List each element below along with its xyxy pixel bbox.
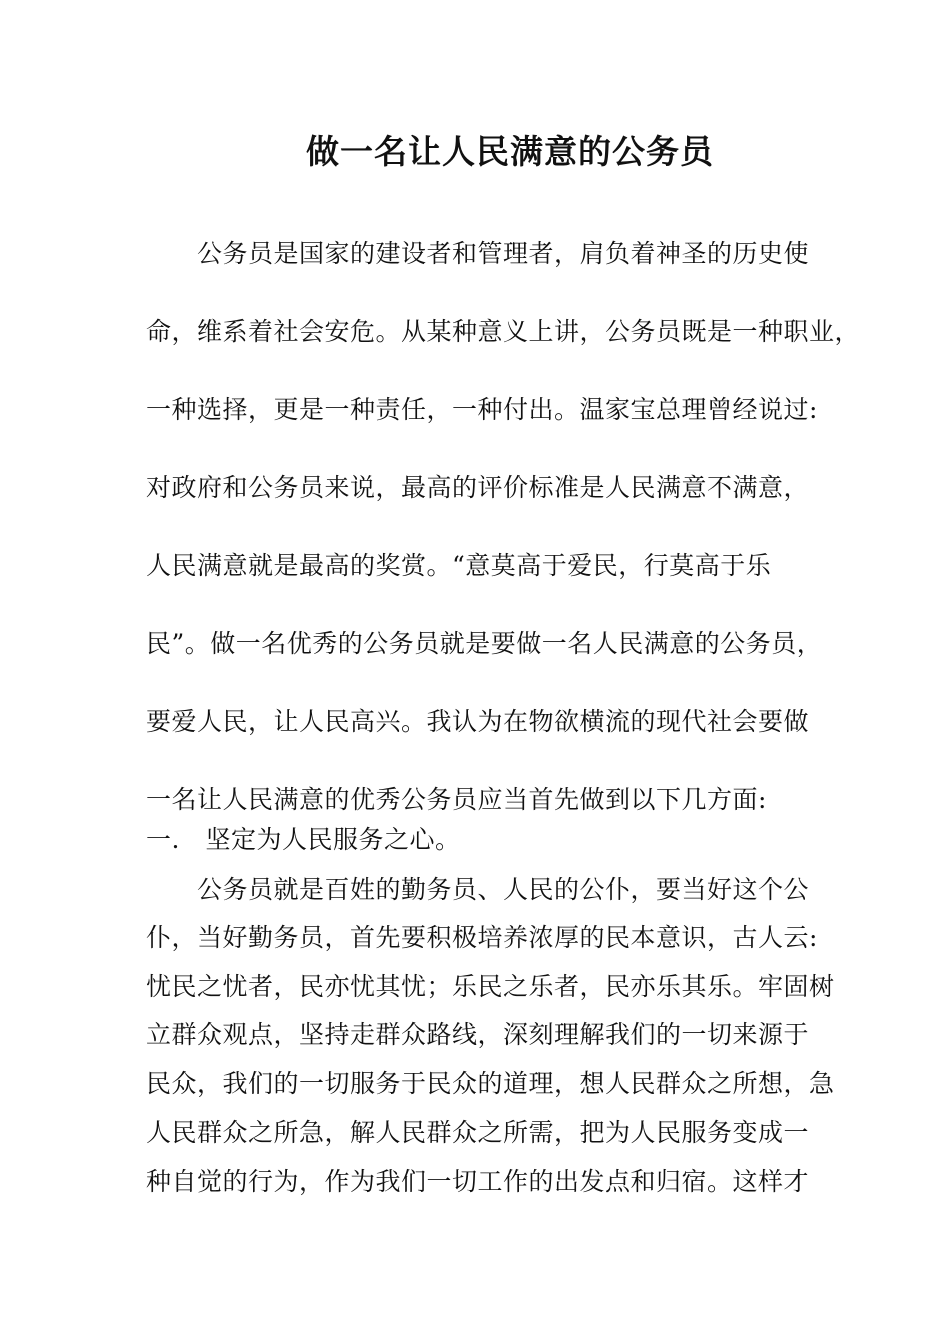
paragraph-2-line-3: 忧民之忧者，民亦忧其忧；乐民之乐者，民亦乐其乐。牢固树: [146, 972, 835, 1001]
paragraph-2-line-4: 立群众观点，坚持走群众路线，深刻理解我们的一切来源于: [146, 1020, 810, 1049]
paragraph-2-line-2: 仆，当好勤务员，首先要积极培养浓厚的民本意识，古人云:: [146, 923, 818, 952]
paragraph-1-line-2: 命，维系着社会安危。从某种意义上讲，公务员既是一种职业，: [146, 317, 861, 346]
paragraph-1-line-5: 人民满意就是最高的奖赏。“意莫高于爱民，行莫高于乐: [146, 551, 772, 580]
paragraph-2-line-6: 人民群众之所急，解人民群众之所需，把为人民服务变成一: [146, 1118, 810, 1147]
paragraph-1-line-6: 民”。做一名优秀的公务员就是要做一名人民满意的公务员，: [146, 629, 823, 658]
paragraph-1-line-3: 一种选择，更是一种责任，一种付出。温家宝总理曾经说过:: [146, 395, 818, 424]
paragraph-2-line-7: 种自觉的行为，作为我们一切工作的出发点和归宿。这样才: [146, 1167, 810, 1196]
section-heading-1: 一. 坚定为人民服务之心。: [146, 825, 461, 854]
paragraph-1-line-8: 一名让人民满意的优秀公务员应当首先做到以下几方面:: [146, 785, 767, 814]
document-title: 做一名让人民满意的公务员: [306, 132, 714, 171]
paragraph-1-line-4: 对政府和公务员来说，最高的评价标准是人民满意不满意，: [146, 473, 810, 502]
paragraph-2-line-5: 民众，我们的一切服务于民众的道理，想人民群众之所想，急: [146, 1069, 835, 1098]
paragraph-1-line-1: 公务员是国家的建设者和管理者，肩负着神圣的历史使: [146, 239, 810, 268]
paragraph-2-line-1: 公务员就是百姓的勤务员、人民的公仆，要当好这个公: [146, 875, 810, 904]
paragraph-1-line-7: 要爱人民，让人民高兴。我认为在物欲横流的现代社会要做: [146, 707, 810, 736]
